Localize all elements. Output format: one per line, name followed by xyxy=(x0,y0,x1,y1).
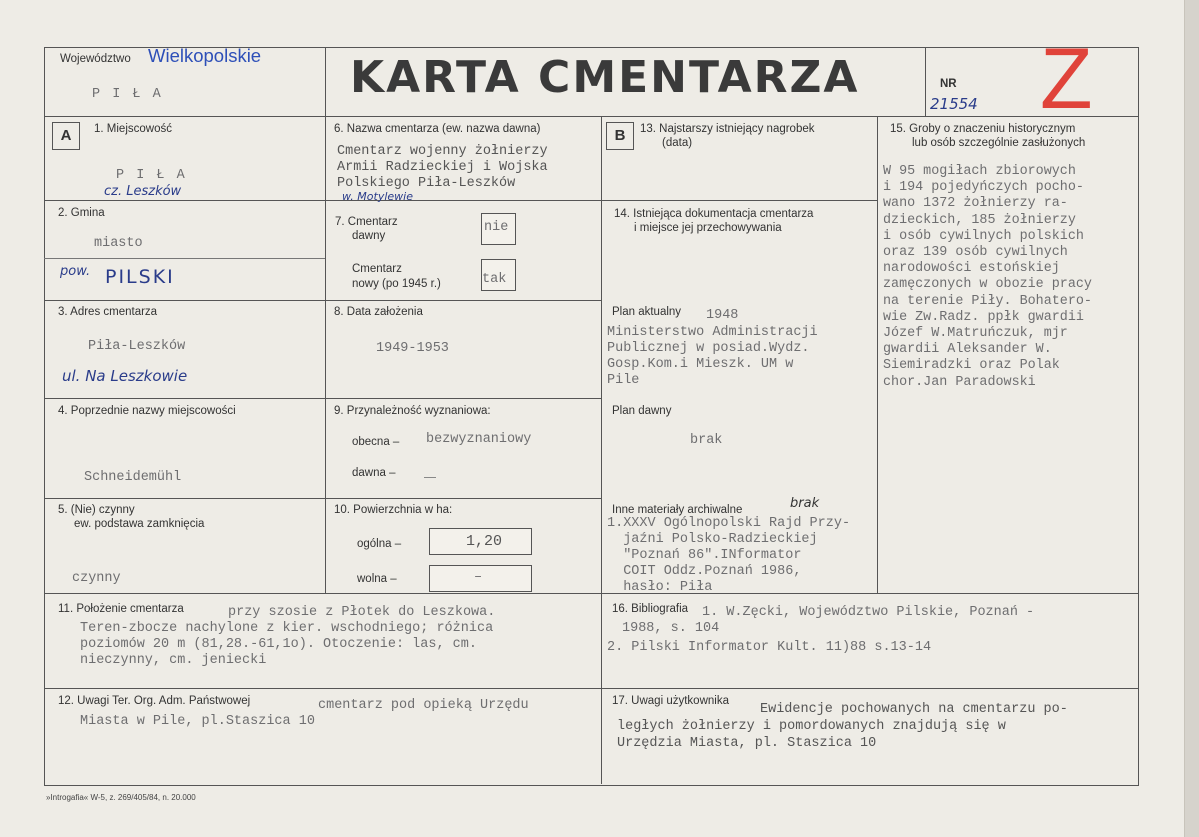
field-14-label-2: i miejsce jej przechowywania xyxy=(634,222,782,234)
field-6-typed-line: Cmentarz wojenny żołnierzy xyxy=(337,144,548,159)
plan-aktualny-line: Pile xyxy=(607,373,640,388)
field-12-typed-line: Miasta w Pile, pl.Staszica 10 xyxy=(80,714,315,729)
field-4-typed: Schneidemühl xyxy=(84,470,182,485)
wojewodztwo-typed: P I Ł A xyxy=(92,87,163,102)
divider xyxy=(44,688,1138,689)
field-10-label: 10. Powierzchnia w ha: xyxy=(334,504,453,516)
plan-aktualny-label: Plan aktualny xyxy=(612,306,682,318)
divider xyxy=(44,593,1138,594)
field-15-label: 15. Groby o znaczeniu historycznym xyxy=(890,123,1076,135)
field-6-hand: w. Motylewie xyxy=(342,190,413,203)
field-16-typed-line: 2. Pilski Informator Kult. 11)88 s.13-14 xyxy=(607,640,932,655)
field-16-typed-line: 1988, s. 104 xyxy=(622,621,720,636)
field-9-dawna-label: dawna – xyxy=(352,467,396,479)
print-footer: »Introgafia« W-5, z. 269/405/84, n. 20.000 xyxy=(46,793,196,802)
inne-materialy-line: jaźni Polsko-Radzieckiej xyxy=(607,532,818,547)
section-a-letter: A xyxy=(52,122,80,150)
inne-materialy-line: "Poznań 86".INformator xyxy=(607,548,802,563)
field-2-hand: PILSKI xyxy=(105,266,175,288)
ogolna-box xyxy=(429,528,532,555)
field-10-wolna-label: wolna – xyxy=(357,573,397,585)
dash-mark xyxy=(424,477,436,478)
field-4-label: 4. Poprzednie nazwy miejscowości xyxy=(58,405,236,417)
field-9-obecna-label: obecna – xyxy=(352,436,400,448)
field-11-label: 11. Położenie cmentarza xyxy=(58,603,184,615)
inne-materialy-label: Inne materiały archiwalne xyxy=(612,504,743,516)
field-17-typed-line: ległych żołnierzy i pomordowanych znajdują się w xyxy=(617,719,1006,734)
plan-aktualny-line: Ministerstwo Administracji xyxy=(607,325,818,340)
divider xyxy=(44,498,601,499)
field-5-label: 5. (Nie) czynny xyxy=(58,504,135,516)
field-15-typed-line: wano 1372 żołnierzy ra- xyxy=(883,196,1068,212)
field-6-label: 6. Nazwa cmentarza (ew. nazwa dawna) xyxy=(334,123,541,135)
field-13-label: 13. Najstarszy istniejący nagrobek xyxy=(640,123,815,135)
divider xyxy=(44,258,325,259)
divider xyxy=(44,116,1138,117)
divider xyxy=(44,300,601,301)
field-1-label: 1. Miejscowość xyxy=(94,123,172,135)
field-5-label-2: ew. podstawa zamknięcia xyxy=(74,518,205,530)
plan-aktualny-line: Gosp.Kom.i Mieszk. UM w xyxy=(607,357,794,372)
field-1-typed: P I Ł A xyxy=(116,168,187,183)
field-6-typed-line: Polskiego Piła-Leszków xyxy=(337,176,516,191)
wojewodztwo-label: Województwo xyxy=(60,53,131,65)
divider xyxy=(44,398,601,399)
field-5-typed: czynny xyxy=(72,571,121,586)
field-1-hand: cz. Leszków xyxy=(104,184,182,199)
field-15-typed-line: oraz 139 osób cywilnych xyxy=(883,245,1068,260)
field-7-label: 7. Cmentarz xyxy=(335,216,398,228)
nowy-box-value: tak xyxy=(482,272,507,287)
field-17-typed-first: Ewidencje pochowanych na cmentarzu po- xyxy=(760,702,1068,717)
divider xyxy=(325,47,326,593)
field-15-typed-line: na terenie Piły. Bohatero- xyxy=(883,293,1092,309)
field-12-typed-first: cmentarz pod opieką Urzędu xyxy=(318,698,529,713)
plan-aktualny-line: Publicznej w posiad.Wydz. xyxy=(607,341,810,356)
field-15-typed-line: i osób cywilnych polskich xyxy=(883,228,1084,244)
field-2-typed: miasto xyxy=(94,236,143,251)
field-3-typed: Piła-Leszków xyxy=(88,339,186,354)
divider xyxy=(925,47,926,117)
field-15-typed-line: i 194 pojedyńczych pocho- xyxy=(883,180,1084,196)
field-2-hand-prefix: pow. xyxy=(60,264,91,279)
field-10-ogolna-label: ogólna – xyxy=(357,538,402,550)
card-title: KARTA CMENTARZA xyxy=(350,52,860,103)
field-6-typed-line: Armii Radzieckiej i Wojska xyxy=(337,160,548,175)
field-15-typed-line: Józef W.Matruńczuk, mjr xyxy=(883,326,1068,341)
field-11-typed-line: poziomów 20 m (81,28.-61,1o). Otoczenie: las, cm. xyxy=(80,637,477,652)
field-15-label-2: lub osób szczególnie zasłużonych xyxy=(912,137,1086,149)
field-15-typed-line: wie Zw.Radz. ppłk gwardii xyxy=(883,309,1084,325)
field-15-typed-line: dzieckich, 185 żołnierzy xyxy=(883,212,1076,228)
nr-label: NR xyxy=(940,78,957,90)
field-9-label: 9. Przynależność wyznaniowa: xyxy=(334,405,491,417)
plan-dawny-label: Plan dawny xyxy=(612,405,672,417)
field-15-typed-line: zamęczonych w obozie pracy xyxy=(883,277,1092,293)
plan-dawny-value: brak xyxy=(690,433,723,448)
field-8-typed: 1949-1953 xyxy=(376,341,449,356)
inne-materialy-line: COIT Oddz.Poznań 1986, xyxy=(607,564,802,579)
nowy-box xyxy=(481,259,516,291)
category-mark: Z xyxy=(1040,31,1093,127)
field-7-label-dawny: dawny xyxy=(352,230,386,242)
field-13-label-2: (data) xyxy=(662,137,693,149)
field-7-label-nowy-2: nowy (po 1945 r.) xyxy=(352,278,441,290)
inne-materialy-line: 1.XXXV Ogólnopolski Rajd Przy- xyxy=(607,516,851,531)
ogolna-value: 1,20 xyxy=(466,533,503,550)
divider xyxy=(601,200,877,201)
wolna-value: – xyxy=(474,570,483,585)
divider xyxy=(44,200,601,201)
dawny-box-value: nie xyxy=(484,220,509,235)
field-16-typed-first: 1. W.Zęcki, Województwo Pilskie, Poznań - xyxy=(702,605,1035,620)
section-b-letter: B xyxy=(606,122,634,150)
inne-materialy-hand: brak xyxy=(790,496,820,511)
field-12-label: 12. Uwagi Ter. Org. Adm. Państwowej xyxy=(58,695,251,707)
field-14-label: 14. Istniejąca dokumentacja cmentarza xyxy=(614,208,814,220)
dawny-box xyxy=(481,213,516,245)
plan-aktualny-year: 1948 xyxy=(706,308,739,323)
field-16-label: 16. Bibliografia xyxy=(612,603,689,615)
field-9-obecna-value: bezwyznaniowy xyxy=(426,432,532,447)
field-11-typed-line: Teren-zbocze nachylone z kier. wschodniego; różnica xyxy=(80,621,494,636)
field-15-typed-line: Siemiradzki oraz Polak xyxy=(883,358,1060,374)
field-3-label: 3. Adres cmentarza xyxy=(58,306,158,318)
nr-value: 21554 xyxy=(930,95,978,113)
field-15-typed-line: chor.Jan Paradowski xyxy=(883,374,1036,390)
field-2-label: 2. Gmina xyxy=(58,207,105,219)
field-3-hand: ul. Na Leszkowie xyxy=(62,367,188,385)
field-17-label: 17. Uwagi użytkownika xyxy=(612,695,729,707)
field-7-label-nowy: Cmentarz xyxy=(352,263,402,275)
inne-materialy-line: hasło: Piła xyxy=(607,580,713,595)
field-8-label: 8. Data założenia xyxy=(334,306,423,318)
wolna-box xyxy=(429,565,532,592)
field-15-typed-line: W 95 mogiłach zbiorowych xyxy=(883,164,1076,179)
field-15-typed-line: gwardii Aleksander W. xyxy=(883,342,1052,358)
divider xyxy=(877,116,878,593)
divider xyxy=(601,116,602,784)
field-11-typed-first: przy szosie z Płotek do Leszkowa. xyxy=(228,605,496,620)
field-11-typed-line: nieczynny, cm. jeniecki xyxy=(80,653,267,668)
card-edge xyxy=(1184,0,1199,837)
field-15-typed-line: narodowości estońskiej xyxy=(883,261,1060,277)
field-17-typed-line: Urzędzia Miasta, pl. Staszica 10 xyxy=(617,736,877,751)
wojewodztwo-stamp: Wielkopolskie xyxy=(148,45,262,66)
